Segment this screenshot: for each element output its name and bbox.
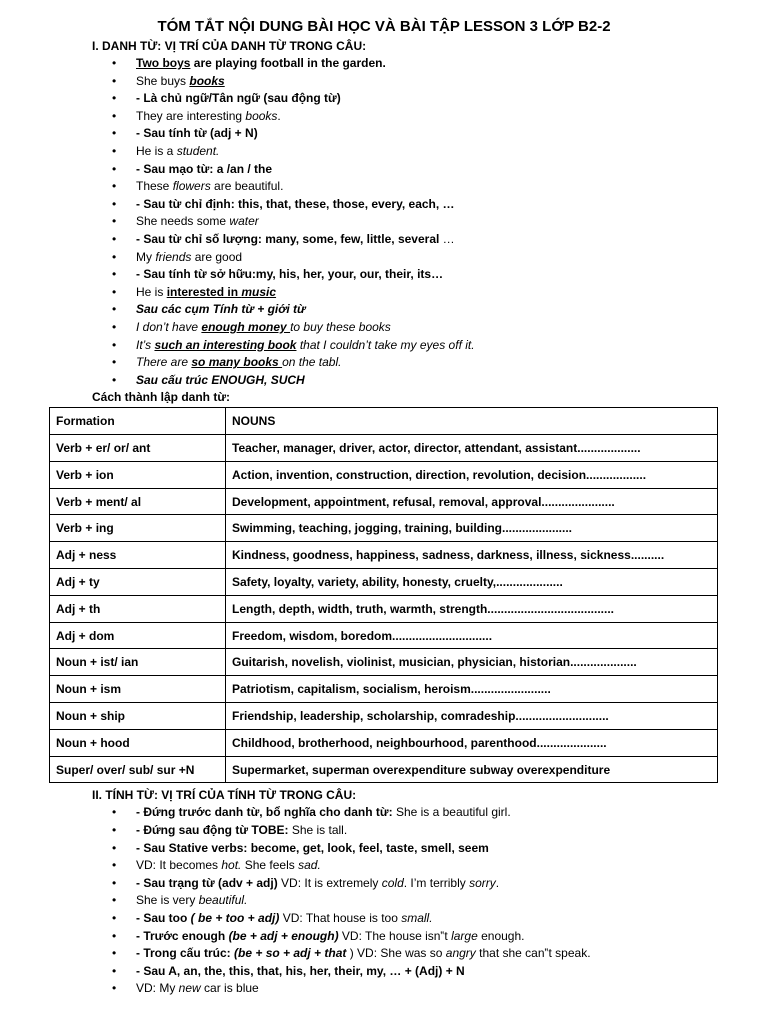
text-segment: - Sau mạo từ: a /an / the [136, 161, 273, 176]
list-item [112, 372, 768, 390]
formation-cell: Noun + ist/ ian [50, 649, 226, 676]
table-row [50, 542, 718, 569]
section2-heading: II. TÍNH TỪ: VỊ TRÍ CỦA TÍNH TỪ TRONG CÂU: [92, 788, 357, 803]
text-segment: - Trước enough [136, 928, 229, 943]
text-segment: - Đứng trước danh từ, bổ nghĩa cho danh từ: [136, 805, 396, 820]
text-segment: Sau các cụm Tính từ + giới từ [136, 302, 306, 317]
formation-cell: Noun + ism [50, 676, 226, 703]
text-segment: . [277, 108, 281, 123]
text-segment: VD: The house isn‟t [338, 928, 452, 943]
text-segment: (be + so + adj + that [234, 946, 350, 961]
text-segment: water [229, 214, 259, 229]
text-segment: beautiful. [198, 893, 248, 908]
formation-cell: Verb + ment/ al [50, 488, 226, 515]
list-item [112, 910, 768, 928]
table-row [50, 569, 718, 596]
text-segment: that she can‟t speak. [475, 946, 591, 961]
text-segment: such an interesting book [154, 337, 297, 352]
text-segment: books [189, 73, 225, 88]
text-segment: large [451, 928, 478, 943]
text-segment: . [495, 875, 500, 890]
table-row [50, 756, 718, 783]
text-segment: Sau cấu trúc ENOUGH, SUCH [136, 372, 305, 387]
text-segment: are good [191, 249, 243, 264]
text-segment: VD: My [136, 981, 179, 996]
list-item [112, 73, 768, 91]
text-segment: friends [155, 249, 192, 264]
formation-cell: Noun + hood [50, 729, 226, 756]
table-row [50, 729, 718, 756]
formation-cell: Noun + ship [50, 703, 226, 730]
list-item [112, 354, 768, 372]
table-header-row [50, 408, 718, 435]
table-row [50, 595, 718, 622]
list-item [112, 319, 768, 337]
list-item [112, 178, 768, 196]
text-segment: books [245, 108, 278, 123]
text-segment: He is a [136, 143, 177, 158]
list-item [112, 301, 768, 319]
nouns-cell: Childhood, brotherhood, neighbourhood, parenthood..................... [226, 729, 718, 756]
list-item [112, 55, 768, 73]
list-item [112, 161, 768, 179]
text-segment: to buy these books [290, 319, 391, 334]
text-segment: There are [136, 355, 192, 370]
formation-cell: Verb + ing [50, 515, 226, 542]
text-segment: My [136, 249, 156, 264]
text-segment: (be + adj + enough) [228, 928, 339, 943]
table-row [50, 435, 718, 462]
text-segment: . I’m terribly [403, 875, 470, 890]
list-item [112, 822, 768, 840]
text-segment: ) VD: She was so [349, 946, 446, 961]
text-segment: sorry [469, 875, 496, 890]
text-segment: - Sau A, an, the, this, that, his, her, their, my, … + (Adj) + N [136, 963, 465, 978]
table-row [50, 703, 718, 730]
text-segment: new [178, 981, 201, 996]
table-row [50, 461, 718, 488]
text-segment: - Sau từ chỉ định: this, that, these, those, every, each, … [136, 196, 455, 211]
list-item [112, 249, 768, 267]
list-item [112, 945, 768, 963]
text-segment: He is [136, 284, 167, 299]
list-item [112, 231, 768, 249]
table-row [50, 649, 718, 676]
text-segment: - Trong cấu trúc: [136, 946, 235, 961]
list-item [112, 928, 768, 946]
section1-list [0, 55, 768, 389]
nouns-cell: Safety, loyalty, variety, ability, honesty, cruelty,.................... [226, 569, 718, 596]
table-row [50, 676, 718, 703]
page-title: TÓM TẮT NỘI DUNG BÀI HỌC VÀ BÀI TẬP LESSON 3 LỚP B2-2 [157, 18, 611, 35]
nouns-cell: Development, appointment, refusal, removal, approval...................... [226, 488, 718, 515]
noun-formation-table-body [50, 408, 718, 783]
text-segment: so many books [191, 355, 283, 370]
text-segment: that I couldn’t take my eyes off it. [296, 337, 475, 352]
text-segment: enough. [477, 928, 525, 943]
formation-cell: Verb + er/ or/ ant [50, 435, 226, 462]
list-item [112, 963, 768, 981]
text-segment: student. [176, 143, 220, 158]
list-item [112, 266, 768, 284]
list-item [112, 143, 768, 161]
text-segment: enough money [201, 319, 291, 334]
text-segment: She buys [136, 73, 190, 88]
list-item [112, 108, 768, 126]
text-segment: ( be + too + adj) [190, 911, 280, 925]
text-segment: are playing football in the garden. [190, 56, 386, 70]
text-segment: They are interesting [136, 108, 246, 123]
text-segment: - Đứng sau động từ TOBE: [136, 823, 292, 838]
text-segment: small. [401, 911, 433, 925]
nouns-cell: Length, depth, width, truth, warmth, strength...................................... [226, 595, 718, 622]
text-segment: hot. [221, 858, 242, 873]
text-segment: music [241, 284, 277, 299]
nouns-cell: Action, invention, construction, direction, revolution, decision.................. [226, 461, 718, 488]
section1-heading: I. DANH TỪ: VỊ TRÍ CỦA DANH TỪ TRONG CÂU: [92, 39, 367, 53]
table-row [50, 488, 718, 515]
text-segment: sad. [298, 858, 321, 873]
text-segment: - Sau Stative verbs: become, get, look, feel, taste, smell, seem [136, 840, 489, 855]
list-item [112, 196, 768, 214]
text-segment: interested in [166, 284, 242, 299]
text-segment: She feels [241, 858, 299, 873]
text-segment: - Sau too [136, 911, 191, 925]
text-segment: are beautiful. [210, 179, 284, 194]
text-segment: It’s [136, 337, 155, 352]
formation-cell: Adj + ty [50, 569, 226, 596]
list-item [112, 875, 768, 893]
text-segment: car is blue [200, 981, 259, 996]
list-item [112, 213, 768, 231]
nouns-cell: Teacher, manager, driver, actor, director, attendant, assistant................... [226, 435, 718, 462]
formation-cell: Adj + dom [50, 622, 226, 649]
nouns-cell: Freedom, wisdom, boredom.............................. [226, 622, 718, 649]
text-segment: - Sau tính từ sở hữu:my, his, her, your, our, their, its… [136, 267, 444, 282]
text-segment: She is very [136, 893, 199, 908]
noun-formation-table [49, 407, 718, 783]
text-segment: VD: It becomes [136, 858, 222, 873]
list-item [112, 90, 768, 108]
list-item [112, 284, 768, 302]
text-segment: on the tabl. [282, 355, 342, 370]
list-item [112, 980, 768, 998]
text-segment: I don’t have [136, 319, 202, 334]
table-row [50, 622, 718, 649]
text-segment: VD: That house is too [279, 911, 402, 925]
nouns-cell: Guitarish, novelish, violinist, musician, physician, historian.................... [226, 649, 718, 676]
nouns-cell: Friendship, leadership, scholarship, comradeship............................ [226, 703, 718, 730]
formation-heading: Cách thành lập danh từ: [92, 390, 231, 405]
list-item [112, 804, 768, 822]
text-segment: … [439, 231, 455, 246]
text-segment: angry [445, 946, 476, 961]
text-segment: She is tall. [291, 823, 348, 838]
formation-cell: Super/ over/ sub/ sur +N [50, 756, 226, 783]
formation-cell: Verb + ion [50, 461, 226, 488]
text-segment: - Sau từ chỉ số lượng: many, some, few, little, several [136, 231, 440, 246]
table-header-nouns: NOUNS [226, 408, 718, 435]
list-item [112, 337, 768, 355]
text-segment: Two boys [136, 56, 191, 70]
table-row [50, 515, 718, 542]
formation-cell: Adj + th [50, 595, 226, 622]
list-item [112, 857, 768, 875]
nouns-cell: Kindness, goodness, happiness, sadness, darkness, illness, sickness.......... [226, 542, 718, 569]
text-segment: VD: It is extremely [281, 875, 382, 890]
section2-list [0, 804, 768, 998]
text-segment: - Là chủ ngữ/Tân ngữ (sau động từ) [136, 91, 341, 106]
text-segment: flowers [172, 179, 211, 194]
list-item [112, 892, 768, 910]
list-item [112, 840, 768, 858]
text-segment: These [136, 179, 173, 194]
text-segment: She needs some [136, 214, 230, 229]
text-segment: - Sau trạng từ (adv + adj) [136, 875, 282, 890]
list-item [112, 125, 768, 143]
formation-cell: Adj + ness [50, 542, 226, 569]
text-segment: She is a beautiful girl. [395, 805, 511, 820]
nouns-cell: Patriotism, capitalism, socialism, heroism........................ [226, 676, 718, 703]
text-segment: - Sau tính từ (adj + N) [136, 126, 258, 141]
nouns-cell: Swimming, teaching, jogging, training, building..................... [226, 515, 718, 542]
table-header-formation: Formation [50, 408, 226, 435]
text-segment: cold [381, 875, 404, 890]
nouns-cell: Supermarket, superman overexpenditure subway overexpenditure [226, 756, 718, 783]
